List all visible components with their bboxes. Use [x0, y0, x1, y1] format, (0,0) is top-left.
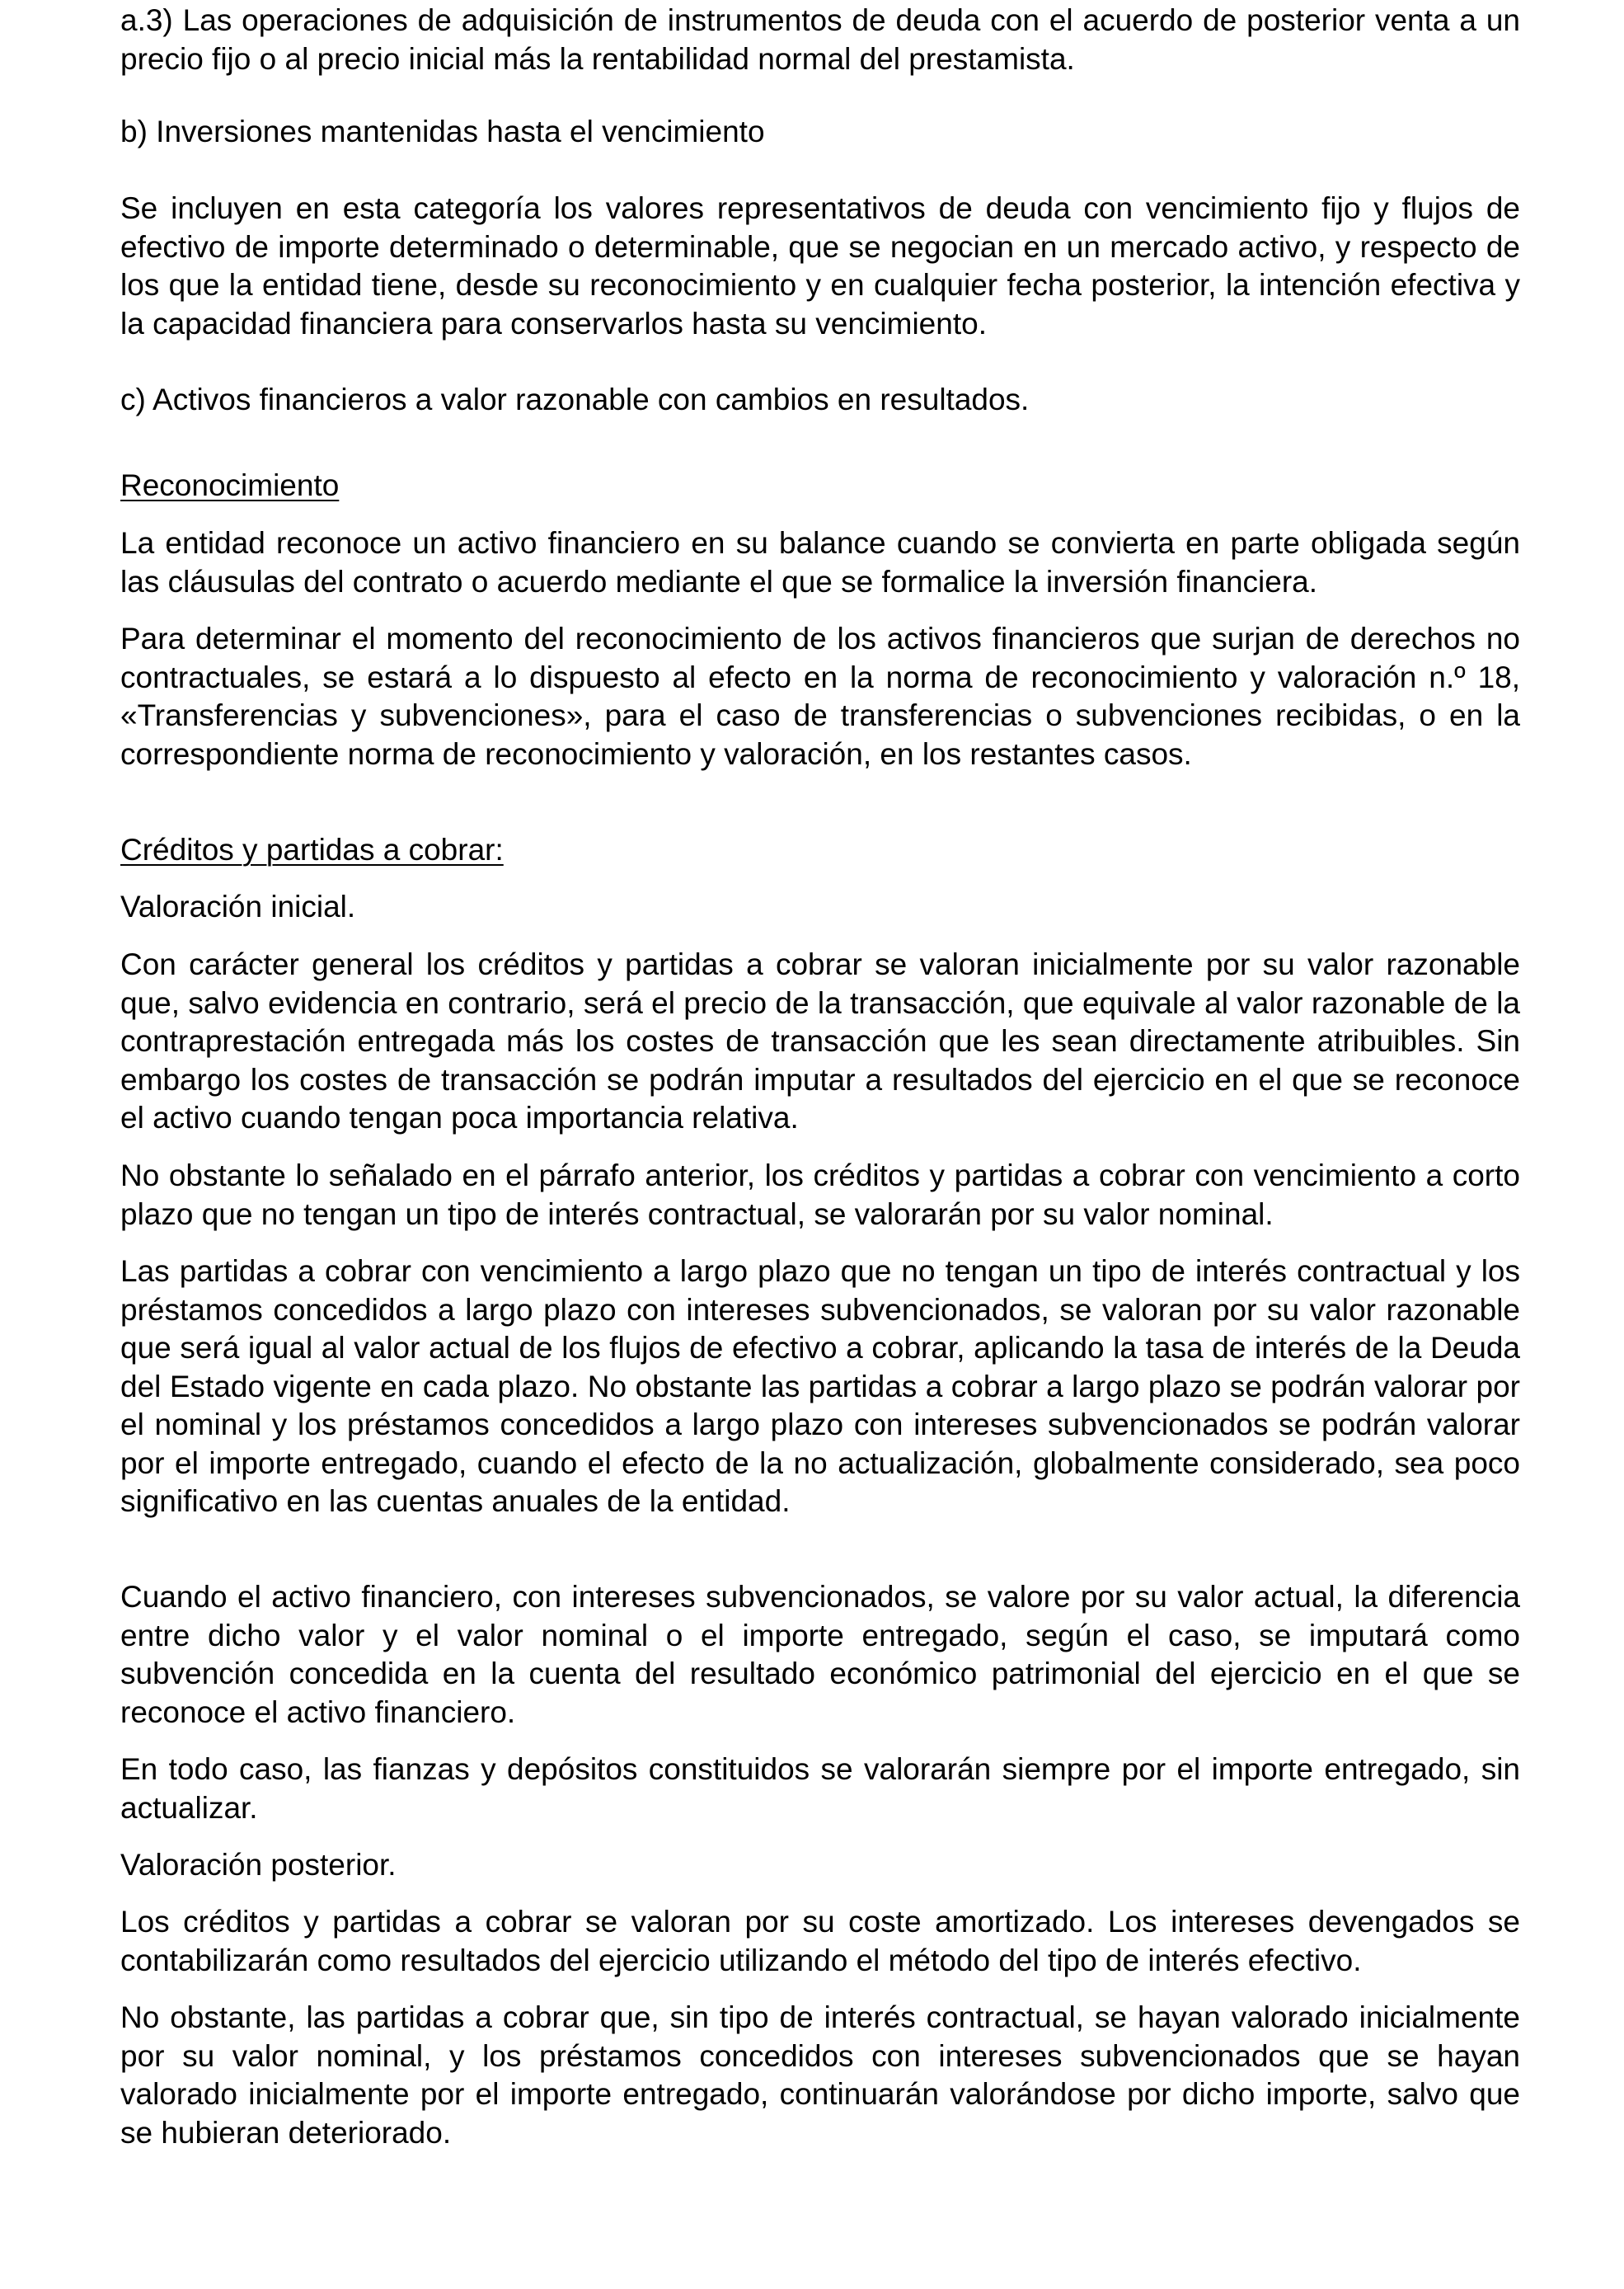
paragraph-vi-1: Con carácter general los créditos y partidas a cobrar se valoran inicialmente por su valor razonable que, salvo evidencia en contrario, será el precio de la transacción, que equivale al valor razonable de la contraprestación entregada más los costes de transacción que les sean directamente atribuibles. Sin embargo los costes de transacción se podrán imputar a resultados del ejercicio en el que se reconoce el activo cuando tengan poca importancia relativa.	[120, 947, 1520, 1135]
paragraph-vp-1: Los créditos y partidas a cobrar se valoran por su coste amortizado. Los intereses devengados se contabilizarán como resultados del ejercicio utilizando el método del tipo de interés efectivo.	[120, 1905, 1520, 1977]
paragraph-vi-2: No obstante lo señalado en el párrafo anterior, los créditos y partidas a cobrar con vencimiento a corto plazo que no tengan un tipo de interés contractual, se valorarán por su valor nominal.	[120, 1159, 1520, 1231]
paragraph-vi-3: Las partidas a cobrar con vencimiento a largo plazo que no tengan un tipo de interés contractual y los préstamos concedidos a largo plazo con intereses subvencionados, se valoran por su valor razonable que será igual al valor actual de los flujos de efectivo a cobrar, aplicando la tasa de interés de la Deuda del Estado vigente en cada plazo. No obstante las partidas a cobrar a largo plazo se podrán valorar por el nominal y los préstamos concedidos a largo plazo con intereses subvencionados se podrán valorar por el importe entregado, cuando el efecto de la no actualización, globalmente considerado, sea poco significativo en las cuentas anuales de la entidad.	[120, 1254, 1520, 1518]
paragraph-reconocimiento-2: Para determinar el momento del reconocimiento de los activos financieros que surjan de derechos no contractuales, se estará a lo dispuesto al efecto en la norma de reconocimiento y valoración n.º 18, «Transferencias y subvenciones», para el caso de transferencias o subvenciones recibidas, o en la correspondiente norma de reconocimiento y valoración, en los restantes casos.	[120, 622, 1520, 771]
heading-valoracion-inicial: Valoración inicial.	[120, 890, 356, 924]
heading-c: c) Activos financieros a valor razonable con cambios en resultados.	[120, 383, 1030, 416]
paragraph-a3: a.3) Las operaciones de adquisición de instrumentos de deuda con el acuerdo de posterior venta a un precio fijo o al precio inicial más la rentabilidad normal del prestamista.	[120, 3, 1520, 76]
heading-valoracion-posterior: Valoración posterior.	[120, 1848, 397, 1882]
paragraph-vp-2: No obstante, las partidas a cobrar que, sin tipo de interés contractual, se hayan valorado inicialmente por su valor nominal, y los préstamos concedidos con intereses subvencionados que se hayan valorado inicialmente por el importe entregado, continuarán valorándose por dicho importe, salvo que se hubieran deteriorado.	[120, 2000, 1520, 2150]
paragraph-b-body: Se incluyen en esta categoría los valores representativos de deuda con vencimiento fijo y flujos de efectivo de importe determinado o determinable, que se negocian en un mercado activo, y respecto de los que la entidad tiene, desde su reconocimiento y en cualquier fecha posterior, la intención efectiva y la capacidad financiera para conservarlos hasta su vencimiento.	[120, 191, 1520, 341]
paragraph-vi-5: En todo caso, las fianzas y depósitos constituidos se valorarán siempre por el importe entregado, sin actualizar.	[120, 1752, 1520, 1825]
heading-creditos: Créditos y partidas a cobrar:	[120, 833, 504, 867]
heading-b: b) Inversiones mantenidas hasta el vencimiento	[120, 115, 765, 148]
paragraph-vi-4: Cuando el activo financiero, con intereses subvencionados, se valore por su valor actual, la diferencia entre dicho valor y el valor nominal o el importe entregado, según el caso, se imputará como subvención concedida en la cuenta del resultado económico patrimonial del ejercicio en el que se reconoce el activo financiero.	[120, 1580, 1520, 1729]
heading-reconocimiento: Reconocimiento	[120, 468, 340, 502]
paragraph-reconocimiento-1: La entidad reconoce un activo financiero en su balance cuando se convierta en parte obligada según las cláusulas del contrato o acuerdo mediante el que se formalice la inversión financiera.	[120, 526, 1520, 599]
